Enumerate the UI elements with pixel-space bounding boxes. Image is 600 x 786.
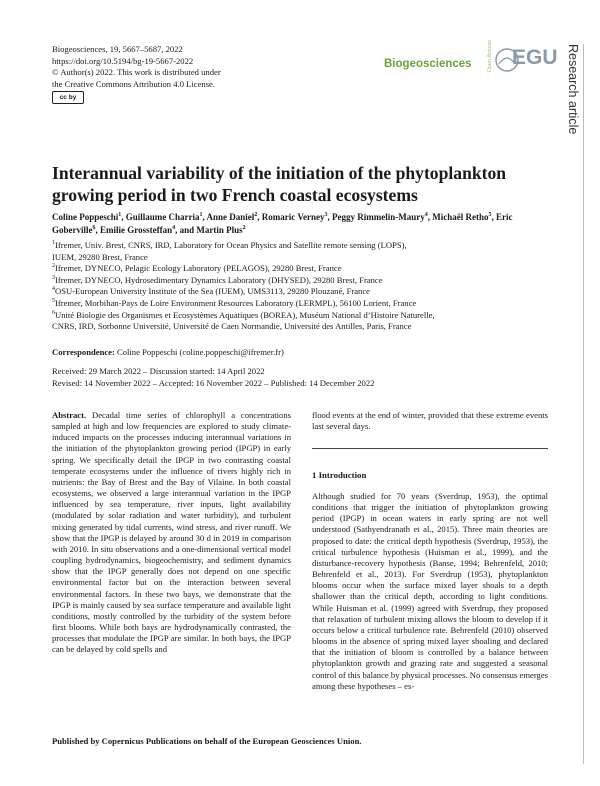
author-separator: , bbox=[95, 224, 100, 235]
title-line-2: growing period in two French coastal ecosystems bbox=[52, 185, 418, 205]
author-name: Anne Daniel bbox=[206, 212, 255, 222]
publication-dates bbox=[52, 366, 552, 389]
author-list bbox=[52, 211, 552, 236]
affiliation-text: Ifremer, Morbihan-Pays de Loire Environment Resources Laboratory (LERMPL), 56100 Lorient, France bbox=[55, 297, 417, 308]
affiliation-number: 5 bbox=[52, 297, 55, 304]
affiliation-line bbox=[52, 321, 552, 333]
affiliation-line bbox=[52, 252, 552, 264]
author-separator: , bbox=[491, 212, 497, 222]
affiliation-number: 3 bbox=[52, 274, 55, 281]
egu-wordmark: EGU bbox=[512, 46, 558, 69]
license-notice: the Creative Commons Attribution 4.0 License. bbox=[52, 78, 216, 89]
author-separator: , and bbox=[175, 224, 197, 235]
affiliation-text: Ifremer, Univ. Brest, CNRS, IRD, Laboratory for Ocean Physics and Satellite remote sensing (LOPS), bbox=[55, 240, 407, 250]
abstract bbox=[52, 410, 291, 655]
author-affiliation-mark: 1 bbox=[118, 212, 122, 218]
author-separator: , bbox=[327, 212, 333, 222]
journal-logo[interactable] bbox=[384, 38, 556, 82]
abstract-label: Abstract. bbox=[52, 410, 87, 420]
author-name: Emilie Grossteffan bbox=[100, 224, 173, 235]
correspondence-label: Correspondence: bbox=[52, 347, 115, 357]
affiliation-line bbox=[52, 263, 552, 275]
affiliation-text: OSU-European University Institute of the Sea (IUEM), UMS3113, 29280 Plouzané, France bbox=[55, 286, 370, 297]
affiliation-text: Ifremer, DYNECO, Pelagic Ecology Laboratory (PELAGOS), 29280 Brest, France bbox=[55, 263, 342, 274]
affiliation-number: 1 bbox=[52, 240, 55, 246]
title-line-1: Interannual variability of the initiation of the phytoplankton bbox=[52, 163, 507, 183]
author-affiliation-mark: 3 bbox=[324, 212, 328, 218]
author-name: Eric Goberville bbox=[52, 212, 513, 235]
introduction-text: Although studied for 70 years (Sverdrup, 1953), the optimal conditions that trigger the initiation of phytoplankton growing period (IPGP) in ocean waters in early spring are not well understood (Sathyendranath et al., 2015). Three main theories are proposed to date: the critical depth hypothesis (Sverdrup, 1953), the critical turbulence hypothesis (Huisman et al., 1999), and the disturbance-recovery hypothesis (Banse, 1994; Behrenfeld, 2010; Behrenfeld et al., 2013). For Sverdrup (1953), phytoplankton blooms occur when the surface mixed layer shoals to a depth shallower than the critical depth, according to light conditions. While Huisman et al. (1999) agreed with Sverdrup, they proposed that relaxation of turbulent mixing allows the bloom to develop if it occurs below a critical turbulence rate. Behrenfeld (2010) observed blooms in the absence of spring mixed layer shoaling and declared that the initiation of bloom is controlled by a balance between phytoplankton growth and grazing rate and suggested a seasonal control of this balance by physical processes. No consensus emerges among these hypotheses – es- bbox=[312, 491, 548, 691]
author-affiliation-mark: 2 bbox=[242, 224, 246, 231]
open-access-label: Open Access bbox=[487, 40, 493, 73]
affiliation-number: 2 bbox=[52, 263, 55, 270]
affiliation-number: 6 bbox=[52, 309, 55, 316]
author-separator: , bbox=[257, 212, 262, 222]
author-name: Peggy Rimmelin-Maury bbox=[332, 212, 425, 222]
article-metadata bbox=[52, 44, 221, 104]
author-name: Michaël Retho bbox=[432, 212, 489, 222]
author-name: Guillaume Charria bbox=[125, 212, 200, 222]
author-affiliation-mark: 4 bbox=[424, 212, 428, 218]
cc-by-badge-icon[interactable]: cc by bbox=[52, 91, 84, 104]
affiliation-line bbox=[52, 298, 552, 310]
author-affiliation-mark: 2 bbox=[254, 212, 258, 218]
article-type-label: Research article bbox=[566, 44, 580, 135]
affiliation-text: IUEM, 29280 Brest, France bbox=[52, 251, 148, 262]
author-affiliation-mark: 6 bbox=[92, 224, 96, 231]
side-divider bbox=[583, 44, 584, 764]
author-name: Romaric Verney bbox=[261, 212, 325, 222]
author-name: Coline Poppeschi bbox=[52, 212, 119, 222]
affiliation-number: 4 bbox=[52, 286, 55, 293]
copyright-notice: © Author(s) 2022. This work is distributed under bbox=[52, 67, 221, 78]
author-affiliation-mark: 1 bbox=[199, 212, 203, 218]
correspondence bbox=[52, 347, 552, 357]
author-separator: , bbox=[427, 212, 433, 222]
affiliation-line bbox=[52, 240, 552, 252]
dates-published: Revised: 14 November 2022 – Accepted: 16 November 2022 – Published: 14 December 2022 bbox=[52, 377, 375, 388]
section-heading-introduction: 1 Introduction bbox=[312, 470, 367, 480]
article-title bbox=[52, 162, 542, 206]
affiliation-line bbox=[52, 310, 552, 322]
publisher-footer: Published by Copernicus Publications on behalf of the European Geosciences Union. bbox=[52, 736, 362, 746]
affiliation-text: CNRS, IRD, Sorbonne Université, Université de Caen Normandie, Université des Antilles, Paris, France bbox=[52, 321, 412, 332]
author-separator: , bbox=[121, 212, 126, 222]
abstract-text: Decadal time series of chlorophyll a concentrations sampled at high and low frequencies are explored to study climate-induced impacts on the processes inducing interannual variations in the initiation of the phytoplankton growing period (IPGP) in early spring. We specifically detail the IPGP in two contrasting coastal temperate ecosystems under the influence of rivers highly rich in nutrients: the Bay of Brest and the Bay of Vilaine. In both coastal ecosystems, we observed a large interannual variation in the IPGP influenced by sea temperature, river inputs, light availability (modulated by solar radiation and water turbidity), and turbulent mixing generated by tidal currents, wind stress, and river runoff. We show that the IPGP is delayed by around 30 d in 2019 in comparison with 2010. In situ observations and a one-dimensional vertical model coupling hydrodynamics, biogeochemistry, and sediment dynamics show that the IPGP generally does not depend on one specific environmental factor but on the interaction between several environmental factors. In these two bays, we demonstrate that the IPGP is mainly caused by sea surface temperature and available light conditions, mostly controlled by the turbidity of the system before first blooms. While both bays are hydrodynamically contrasted, the processes that modulate the IPGP are similar. In both bays, the IPGP can be delayed by cold spells and bbox=[52, 410, 291, 655]
author-separator: , bbox=[202, 212, 207, 222]
affiliation-text: Unité Biologie des Organismes et Ecosystèmes Aquatiques (BOREA), Muséum National d’Histoire Naturelle, bbox=[55, 309, 435, 320]
journal-name: Biogeosciences bbox=[384, 58, 472, 70]
affiliation-line bbox=[52, 275, 552, 287]
author-affiliation-mark: 5 bbox=[488, 212, 492, 218]
affiliation-text: Ifremer, DYNECO, Hydrosedimentary Dynamics Laboratory (DHYSED), 29280 Brest, France bbox=[55, 274, 383, 285]
citation: Biogeosciences, 19, 5667–5687, 2022 bbox=[52, 44, 183, 54]
affiliation-list bbox=[52, 240, 552, 333]
abstract-continued: flood events at the end of winter, provided that these extreme events last several days. bbox=[312, 410, 548, 432]
dates-received: Received: 29 March 2022 – Discussion started: 14 April 2022 bbox=[52, 366, 265, 376]
abstract-divider bbox=[312, 448, 548, 449]
author-name: Martin Plus bbox=[196, 224, 243, 235]
correspondence-text[interactable]: Coline Poppeschi (coline.poppeschi@ifremer.fr) bbox=[114, 347, 284, 357]
affiliation-line bbox=[52, 286, 552, 298]
doi-link[interactable]: https://doi.org/10.5194/bg-19-5667-2022 bbox=[52, 55, 194, 66]
author-affiliation-mark: 4 bbox=[172, 224, 176, 231]
